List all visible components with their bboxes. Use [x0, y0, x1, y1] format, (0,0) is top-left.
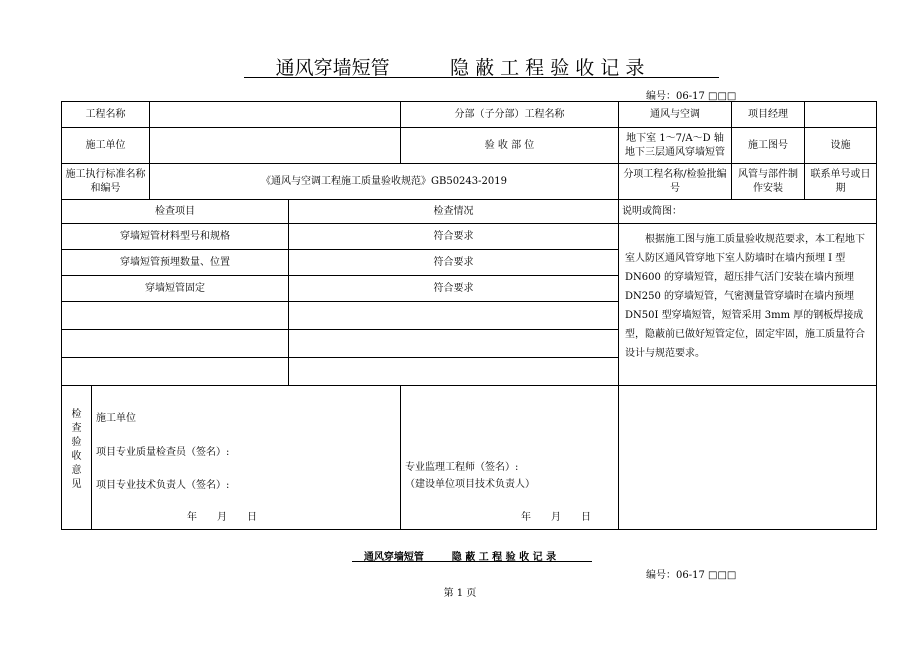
contractor-signoff: [92, 386, 401, 530]
signoff-qc-inspector: 项目专业质量检查员（签名）:: [96, 447, 230, 458]
check-status: [289, 302, 619, 330]
signoff-date-left: 年 月 日: [187, 512, 257, 523]
drawing-label: 施工图号: [732, 128, 805, 164]
signoff-contractor: 施工单位: [96, 413, 136, 424]
check-status: [289, 330, 619, 358]
check-item: [62, 330, 289, 358]
page-title: 通风穿墙短管 隐 蔽 工 程 验 收 记 录: [275, 57, 645, 79]
check-status: 符合要求: [289, 276, 619, 302]
project-name-label: 工程名称: [62, 102, 150, 128]
location-value: 地下室 1～7/A～D 轴地下三层通风穿墙短管: [619, 128, 732, 164]
standard-value: 《通风与空调工程施工质量验收规范》GB50243-2019: [150, 164, 619, 200]
manager-label: 项目经理: [732, 102, 805, 128]
item-label: 分项工程名称/检验批编号: [619, 164, 732, 200]
contractor-value: [150, 128, 401, 164]
description-continuation: [619, 386, 877, 530]
footer-record-number: 编号：06-17 □□□: [646, 570, 737, 581]
check-item: 穿墙短管固定: [62, 276, 289, 302]
project-name-value: [150, 102, 401, 128]
drawing-value: 设施: [805, 128, 877, 164]
contact-label: 联系单号或日期: [805, 164, 877, 200]
signoff-owner-rep: （建设单位项目技术负责人）: [405, 479, 535, 490]
signoff-vertical-label: [62, 386, 92, 530]
page-number: 第 1 页: [443, 588, 477, 599]
location-label: 验 收 部 位: [401, 128, 619, 164]
item-value: 风管与部件制作安装: [732, 164, 805, 200]
check-item: 穿墙短管材料型号和规格: [62, 224, 289, 250]
signoff-tech-lead: 项目专业技术负责人（签名）:: [96, 480, 230, 491]
description-text: 根据施工图与施工质量验收规范要求，本工程地下室人防区通风管穿地下室人防墙时在墙内预埋 I 型 DN600 的穿墙短管，超压排气活门安装在墙内预埋 DN250 的穿墙短管，气密测量管穿墙时在墙内预埋 DN50I 型穿墙短管，短管采用 3mm 厚的钢板焊接成型，隐蔽前已做好短管定位，固定牢固，施工质量符合设计与规范要求。: [619, 224, 877, 386]
description-header: 说明或简图：: [619, 200, 877, 224]
contractor-label: 施工单位: [62, 128, 150, 164]
subproject-value: 通风与空调: [619, 102, 732, 128]
footer-underline: [352, 561, 592, 562]
check-item: [62, 302, 289, 330]
record-grid: [61, 101, 877, 530]
footer-title: 通风穿墙短管 隐 蔽 工 程 验 收 记 录: [363, 552, 557, 563]
check-item: [62, 358, 289, 386]
check-status: 符合要求: [289, 250, 619, 276]
check-status-header: 检查情况: [289, 200, 619, 224]
check-item-header: 检查项目: [62, 200, 289, 224]
check-status: 符合要求: [289, 224, 619, 250]
check-item: 穿墙短管预埋数量、位置: [62, 250, 289, 276]
manager-value: [805, 102, 877, 128]
title-underline: [244, 77, 719, 78]
record-number: 编号：06-17 □□□: [646, 91, 737, 102]
signoff-supervisor: 专业监理工程师（签名）:: [405, 462, 519, 473]
standard-label: 施工执行标准名称和编号: [62, 164, 150, 200]
signoff-date-right: 年 月 日: [521, 512, 591, 523]
subproject-label: 分部（子分部）工程名称: [401, 102, 619, 128]
signoff-vertical-text: 检查验收意见: [71, 409, 82, 490]
check-status: [289, 358, 619, 386]
supervisor-signoff: [401, 386, 619, 530]
